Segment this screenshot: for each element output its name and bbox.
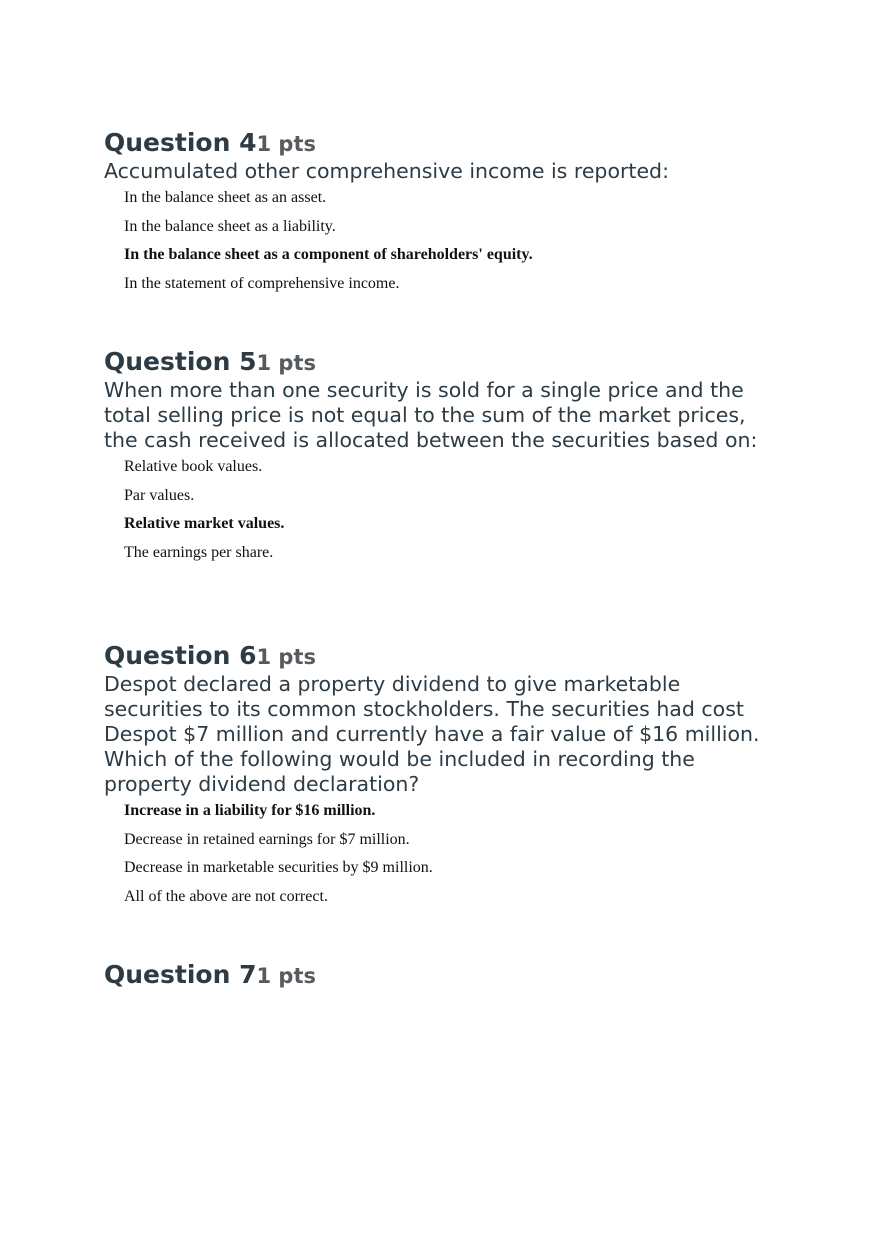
question-title: Question 6: [104, 641, 257, 670]
question-points: 1 pts: [256, 351, 316, 375]
question-text: Despot declared a property dividend to give marketable securities to its common stockholders. The securities had cost Despot $7 million and currently have a fair value of $16 million. Which of the following would be included in recording the property dividend declaration?: [104, 672, 760, 796]
answer-option[interactable]: All of the above are not correct.: [124, 887, 328, 905]
answer-list: [104, 797, 784, 911]
question-text: When more than one security is sold for a single price and the total selling price is not equal to the sum of the market prices, the cash received is allocated between the securities based on:: [104, 378, 758, 452]
question-header: [104, 347, 784, 378]
answer-option[interactable]: In the balance sheet as a liability.: [124, 217, 336, 235]
question-points: 1 pts: [256, 964, 316, 988]
question-text: Accumulated other comprehensive income is reported:: [104, 159, 669, 183]
question-header: [104, 960, 784, 991]
answer-option-correct[interactable]: Increase in a liability for $16 million.: [124, 802, 376, 819]
answer-option-correct[interactable]: In the balance sheet as a component of shareholders' equity.: [124, 246, 533, 263]
answer-option[interactable]: In the balance sheet as an asset.: [124, 189, 327, 206]
question-points: 1 pts: [256, 132, 316, 156]
answer-option[interactable]: In the statement of comprehensive income.: [124, 274, 400, 292]
answer-option-correct[interactable]: Relative market values.: [124, 515, 285, 532]
answer-option[interactable]: Decrease in retained earnings for $7 million.: [124, 830, 410, 848]
answer-list: [104, 453, 784, 567]
question-title: Question 4: [104, 128, 257, 157]
question-5: [104, 347, 784, 567]
question-header: [104, 641, 784, 672]
question-4: [104, 128, 784, 298]
answer-option[interactable]: Relative book values.: [124, 458, 263, 475]
question-title: Question 7: [104, 960, 257, 989]
question-6: [104, 641, 784, 911]
answer-list: [104, 184, 784, 298]
question-title: Question 5: [104, 347, 257, 376]
answer-option[interactable]: Decrease in marketable securities by $9 million.: [124, 859, 433, 876]
question-7: [104, 960, 784, 991]
question-header: [104, 128, 784, 159]
answer-option[interactable]: The earnings per share.: [124, 543, 274, 561]
question-points: 1 pts: [256, 645, 316, 669]
answer-option[interactable]: Par values.: [124, 486, 195, 504]
